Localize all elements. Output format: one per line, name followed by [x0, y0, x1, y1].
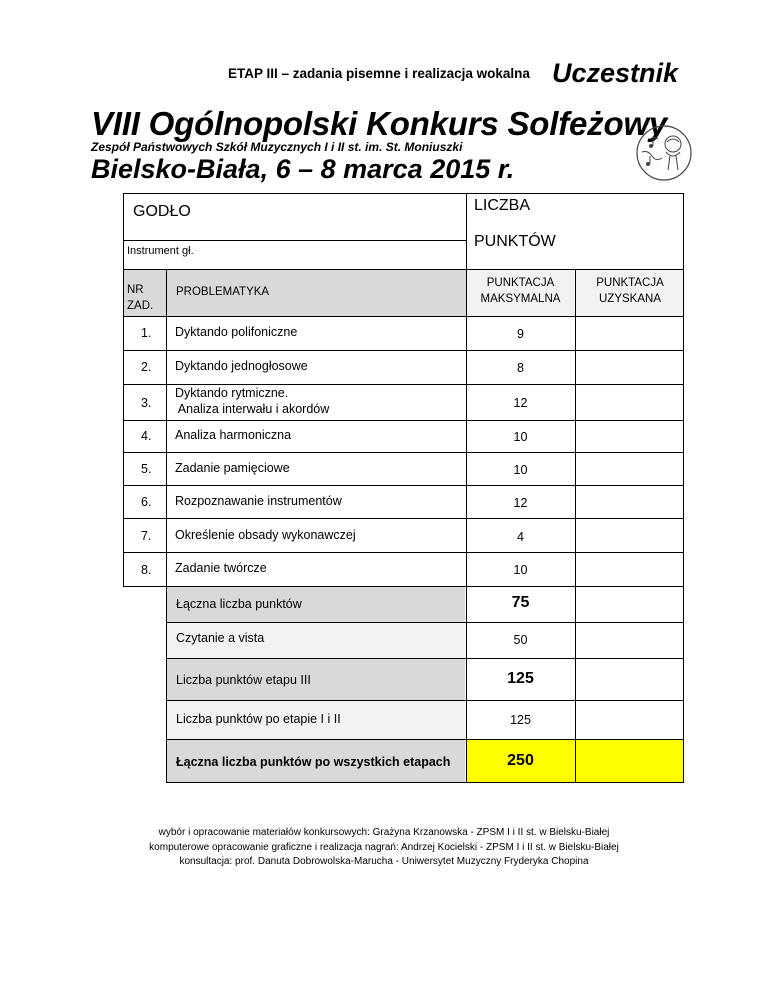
final-total-max: 250: [507, 752, 534, 769]
total-points-score-cell[interactable]: [588, 590, 678, 618]
row-2-nr: 2.: [141, 360, 152, 374]
final-total-score-cell[interactable]: [588, 743, 678, 778]
col-zad-label: ZAD.: [127, 300, 154, 312]
row-4-nr: 4.: [141, 429, 152, 443]
sight-reading-max: 50: [513, 633, 528, 647]
row-7-max: 4: [517, 530, 524, 544]
row-4-max: 10: [513, 430, 528, 444]
row-4-score-cell[interactable]: [588, 424, 678, 450]
row-8-nr: 8.: [141, 563, 152, 577]
total-points-label: Łączna liczba punktów: [176, 597, 302, 611]
row-2-score-cell[interactable]: [588, 354, 678, 382]
row-6-nr: 6.: [141, 495, 152, 509]
credits-line-1: wybór i opracowanie materiałów konkursowych: Grażyna Krzanowska - ZPSM I i II st. w Bielsku-Białej: [158, 827, 610, 838]
instrument-label: Instrument gł.: [127, 245, 194, 257]
credits-footer: [0, 826, 768, 870]
row-5-score-cell[interactable]: [588, 456, 678, 482]
stage-1-2-points-max: 125: [510, 713, 531, 727]
col-got-label-1: PUNKTACJA: [596, 277, 664, 289]
row-2-label: Dyktando jednogłosowe: [175, 359, 308, 373]
row-4-label: Analiza harmoniczna: [175, 428, 292, 442]
liczba-label: LICZBA: [474, 197, 531, 214]
row-7-label: Określenie obsady wykonawczej: [175, 528, 356, 542]
row-8-score-cell[interactable]: [588, 556, 678, 584]
punktow-label: PUNKTÓW: [474, 233, 556, 250]
credits-line-2: komputerowe opracowanie graficzne i realizacja nagrań: Andrzej Kocielski - ZPSM I i II st. w Bielsku-Białej: [149, 841, 619, 853]
row-6-max: 12: [513, 496, 528, 510]
sight-reading-label: Czytanie a vista: [176, 631, 265, 645]
row-1-label: Dyktando polifoniczne: [175, 325, 298, 339]
row-6-score-cell[interactable]: [588, 489, 678, 515]
contest-logo-icon: [634, 122, 694, 184]
school-name: Zespół Państwowych Szkół Muzycznych I i II st. im. St. Moniuszki: [91, 140, 463, 154]
stage-3-points-label: Liczba punktów etapu III: [176, 673, 311, 687]
stage-1-2-points-score-cell[interactable]: [588, 704, 678, 735]
row-7-score-cell[interactable]: [588, 522, 678, 550]
row-1-score-cell[interactable]: [588, 320, 678, 348]
row-2-max: 8: [517, 361, 524, 375]
row-5-label: Zadanie pamięciowe: [175, 461, 290, 475]
row-5-nr: 5.: [141, 462, 152, 476]
row-5-max: 10: [513, 463, 528, 477]
row-7-nr: 7.: [141, 529, 152, 543]
stage-1-2-points-label: Liczba punktów po etapie I i II: [176, 712, 341, 726]
row-1-max: 9: [517, 327, 524, 341]
row-8-max: 10: [513, 563, 528, 577]
col-max-label-2: MAKSYMALNA: [480, 293, 561, 305]
total-points-max: 75: [511, 594, 530, 611]
col-problem-label: PROBLEMATYKA: [176, 286, 270, 298]
header-shading: [123, 269, 466, 316]
row-3-score-cell[interactable]: [588, 388, 678, 416]
row-3-label: Dyktando rytmiczne.: [175, 386, 289, 400]
row-1-nr: 1.: [141, 326, 152, 340]
godlo-label: GODŁO: [133, 203, 191, 220]
final-total-label: Łączna liczba punktów po wszystkich etapach: [176, 755, 451, 769]
participant-label: Uczestnik: [552, 58, 679, 88]
col-nr-label: NR: [127, 284, 144, 296]
place-date: Bielsko-Biała, 6 – 8 marca 2015 r.: [91, 154, 515, 184]
row-6-label: Rozpoznawanie instrumentów: [175, 494, 342, 508]
row-8-label: Zadanie twórcze: [175, 561, 267, 575]
row-3-max: 12: [513, 396, 528, 410]
row-3-nr: 3.: [141, 396, 152, 410]
col-max-label-1: PUNKTACJA: [486, 277, 555, 289]
credits-line-3: konsultacja: prof. Danuta Dobrowolska-Marucha - Uniwersytet Muzyczny Fryderyka Chopina: [179, 856, 589, 867]
row-3-label-line2: Analiza interwału i akordów: [175, 402, 330, 416]
col-got-label-2: UZYSKANA: [599, 293, 661, 305]
contest-title: VIII Ogólnopolski Konkurs Solfeżowy: [91, 105, 668, 142]
stage-3-points-score-cell[interactable]: [588, 662, 678, 696]
sight-reading-score-cell[interactable]: [588, 626, 678, 654]
stage-3-points-max: 125: [507, 670, 534, 687]
stage-heading: ETAP III – zadania pisemne i realizacja wokalna: [228, 66, 530, 81]
